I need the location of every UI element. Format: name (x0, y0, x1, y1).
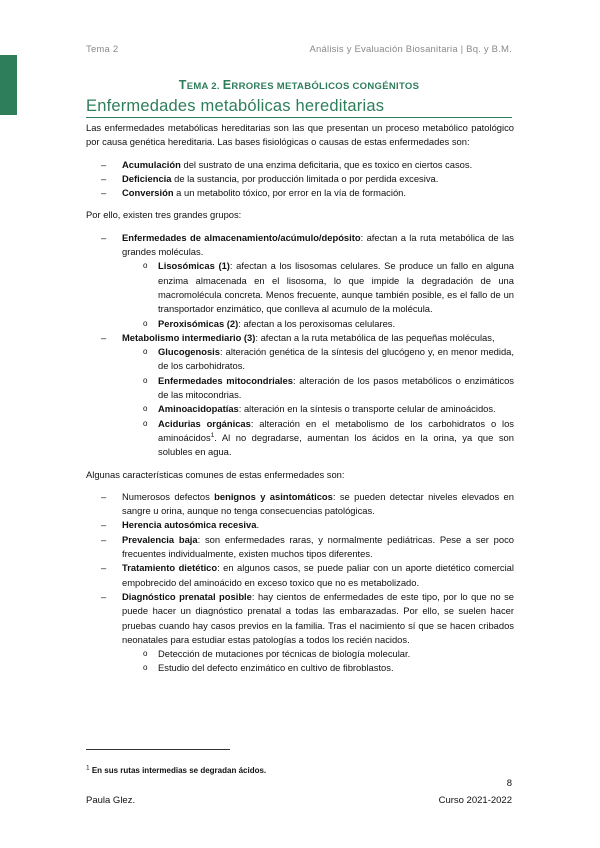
list-item: – Deficiencia de la sustancia, por producción limitada o por perdida excesiva. (86, 172, 514, 186)
section-heading: Enfermedades metabólicas hereditarias (86, 97, 385, 115)
sidebar-tab (0, 55, 17, 115)
heading-rule (86, 117, 512, 118)
footnote-rule (86, 749, 230, 750)
header-left: Tema 2 (86, 44, 119, 55)
footnote-ref: 1 (210, 431, 215, 439)
intro-paragraph: Las enfermedades metabólicas hereditarias son las que presentan un proceso metabólico patológico por causa genética hereditaria. Las bases fisiológicas o causas de estas enfermedades son: (86, 122, 514, 148)
causes-list (86, 158, 514, 201)
list-item: – Tratamiento dietético: en algunos casos, se puede paliar con un aporte dietético comercial empobrecido del aminoácido en exceso toxico que no es metabolizado. (86, 561, 514, 590)
characteristics-intro: Algunas características comunes de estas enfermedades son: (86, 468, 345, 480)
page-title: TEMA 2. ERRORES METABÓLICOS CONGÉNITOS (178, 78, 420, 92)
list-item: – Numerosos defectos benignos y asintomáticos: se pueden detectar niveles elevados en sangre u orina, aunque no tenga consecuencias patológicas. (86, 490, 514, 519)
characteristics-list (86, 490, 514, 676)
sub-list-item: o Aminoacidopatías: alteración en la síntesis o transporte celular de aminoácidos. (86, 402, 514, 416)
sub-list-item: o Acidurias orgánicas: alteración en el metabolismo de los carbohidratos o los aminoácidos$^1$. Al no degradarse, aumentan los ácidos en la orina, ya que son solubles en agua. (86, 417, 514, 460)
body-content (86, 121, 514, 676)
footer-course: Curso 2021-2022 (438, 795, 512, 806)
groups-intro: Por ello, existen tres grandes grupos: (86, 209, 242, 221)
page-number: 8 (506, 778, 512, 789)
sub-list-item: o Glucogenosis: alteración genética de la síntesis del glucógeno y, en menor medida, de los carbohidratos. (86, 345, 514, 374)
list-item: – Enfermedades de almacenamiento/acúmulo/depósito: afectan a la ruta metabólica de las grandes moléculas. (86, 231, 514, 260)
groups-list (86, 231, 514, 460)
footer-author: Paula Glez. (86, 795, 136, 806)
sub-list-item: o Lisosómicas (1): afectan a los lisosomas celulares. Se produce un fallo en alguna enzima almacenada en el lisosoma, lo que impide la degradación de una macromolécula concreta. Menos frecuente, aunque también posible, es el fallo de un transportador enzimático, que conlleva al acumulo de la molécula. (86, 259, 514, 316)
sub-list-item: o Enfermedades mitocondriales: alteración de los pasos metabólicos o enzimáticos de las mitocondrias. (86, 374, 514, 403)
list-item: – Conversión a un metabolito tóxico, por error en la vía de formación. (86, 186, 514, 200)
sub-list-item: o Estudio del defecto enzimático en cultivo de fibroblastos. (86, 661, 514, 675)
list-item: – Herencia autosómica recesiva. (86, 518, 514, 532)
header-right: Análisis y Evaluación Biosanitaria | Bq. y B.M. (309, 44, 512, 55)
sub-list-item: o Detección de mutaciones por técnicas de biología molecular. (86, 647, 514, 661)
list-item: – Metabolismo intermediario (3): afectan a la ruta metabólica de las pequeñas moléculas, (86, 331, 514, 345)
list-item: – Diagnóstico prenatal posible: hay cientos de enfermedades de este tipo, por lo que no se puede hacer un diagnóstico prenatal a todas las embarazadas. Por ello, se suelen hacer pruebas cuando hay casos previos en la familia. Tras el nacimiento sí que se hacen cribados neonatales para estudiar estas patologías a todos los recién nacidos. (86, 590, 514, 647)
list-item: – Acumulación del sustrato de una enzima deficitaria, que es toxico en ciertos casos. (86, 158, 514, 172)
list-item: – Prevalencia baja: son enfermedades raras, y normalmente pediátricas. Pese a ser poco frecuentes individualmente, existen muchos tipos diferentes. (86, 533, 514, 562)
sub-list-item: o Peroxisómicas (2): afectan a los peroxisomas celulares. (86, 317, 514, 331)
footnote: $^1$ En sus rutas intermedias se degradan ácidos. (86, 764, 267, 775)
